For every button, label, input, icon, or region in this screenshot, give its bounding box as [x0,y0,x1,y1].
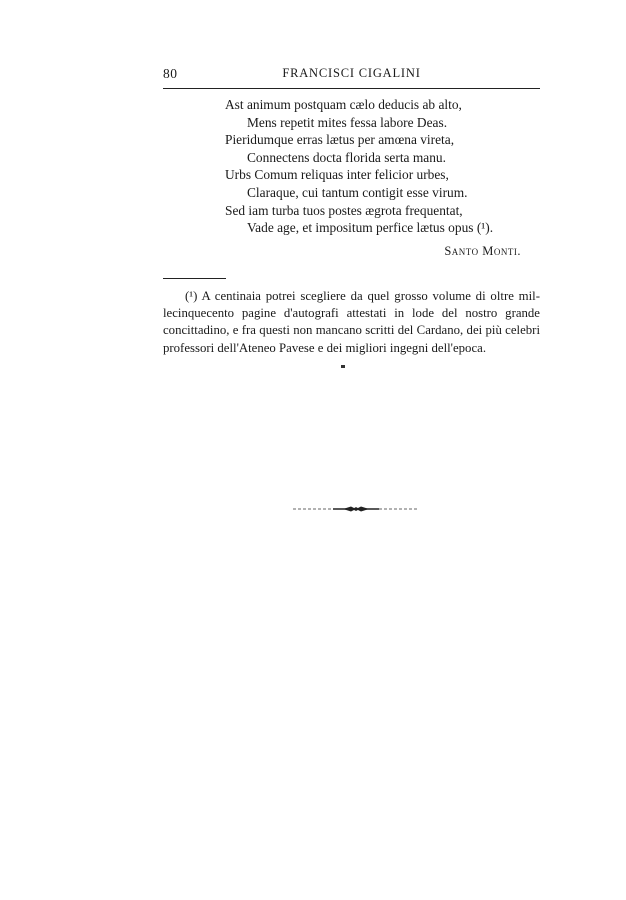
footnote-line: professori dell'Ateneo Pavese e dei migliori ingegni dell'epoca. [163,340,487,355]
poem-line: Pieridumque erras lætus per amœna vireta, [225,132,455,148]
footnote-rule [163,278,226,279]
page-number: 80 [163,66,178,81]
footnote-line: concittadino, e fra questi non mancano scritti del Cardano, dei più celebri [163,323,540,338]
running-head: FRANCISCI CIGALINI [282,66,421,80]
poem-line: Sed iam turba tuos postes ægrota frequentat, [225,202,463,218]
header-rule [163,88,540,89]
footnote-line: lecinquecento pagine d'autografi attestati in lode del nostro grande [163,306,540,321]
page-header [163,66,540,88]
tailpiece-ornament-icon [293,502,419,516]
poem [163,96,540,237]
poem-line: Mens repetit mites fessa labore Deas. [247,114,448,130]
footnote-line: (¹) A centinaia potrei scegliere da quel grosso volume di oltre mil- [185,289,540,303]
poem-line: Connectens docta florida serta manu. [247,149,446,165]
print-mark [341,365,345,368]
poem-line: Urbs Comum reliquas inter felicior urbes, [225,167,449,183]
poem-line: Vade age, et impositum perfice lætus opus (¹). [247,220,494,236]
footnote [163,288,540,357]
poem-line: Ast animum postquam cælo deducis ab alto, [225,97,462,112]
poem-line: Claraque, cui tantum contigit esse virum. [247,184,468,200]
author-signature: Santo Monti. [444,244,521,258]
